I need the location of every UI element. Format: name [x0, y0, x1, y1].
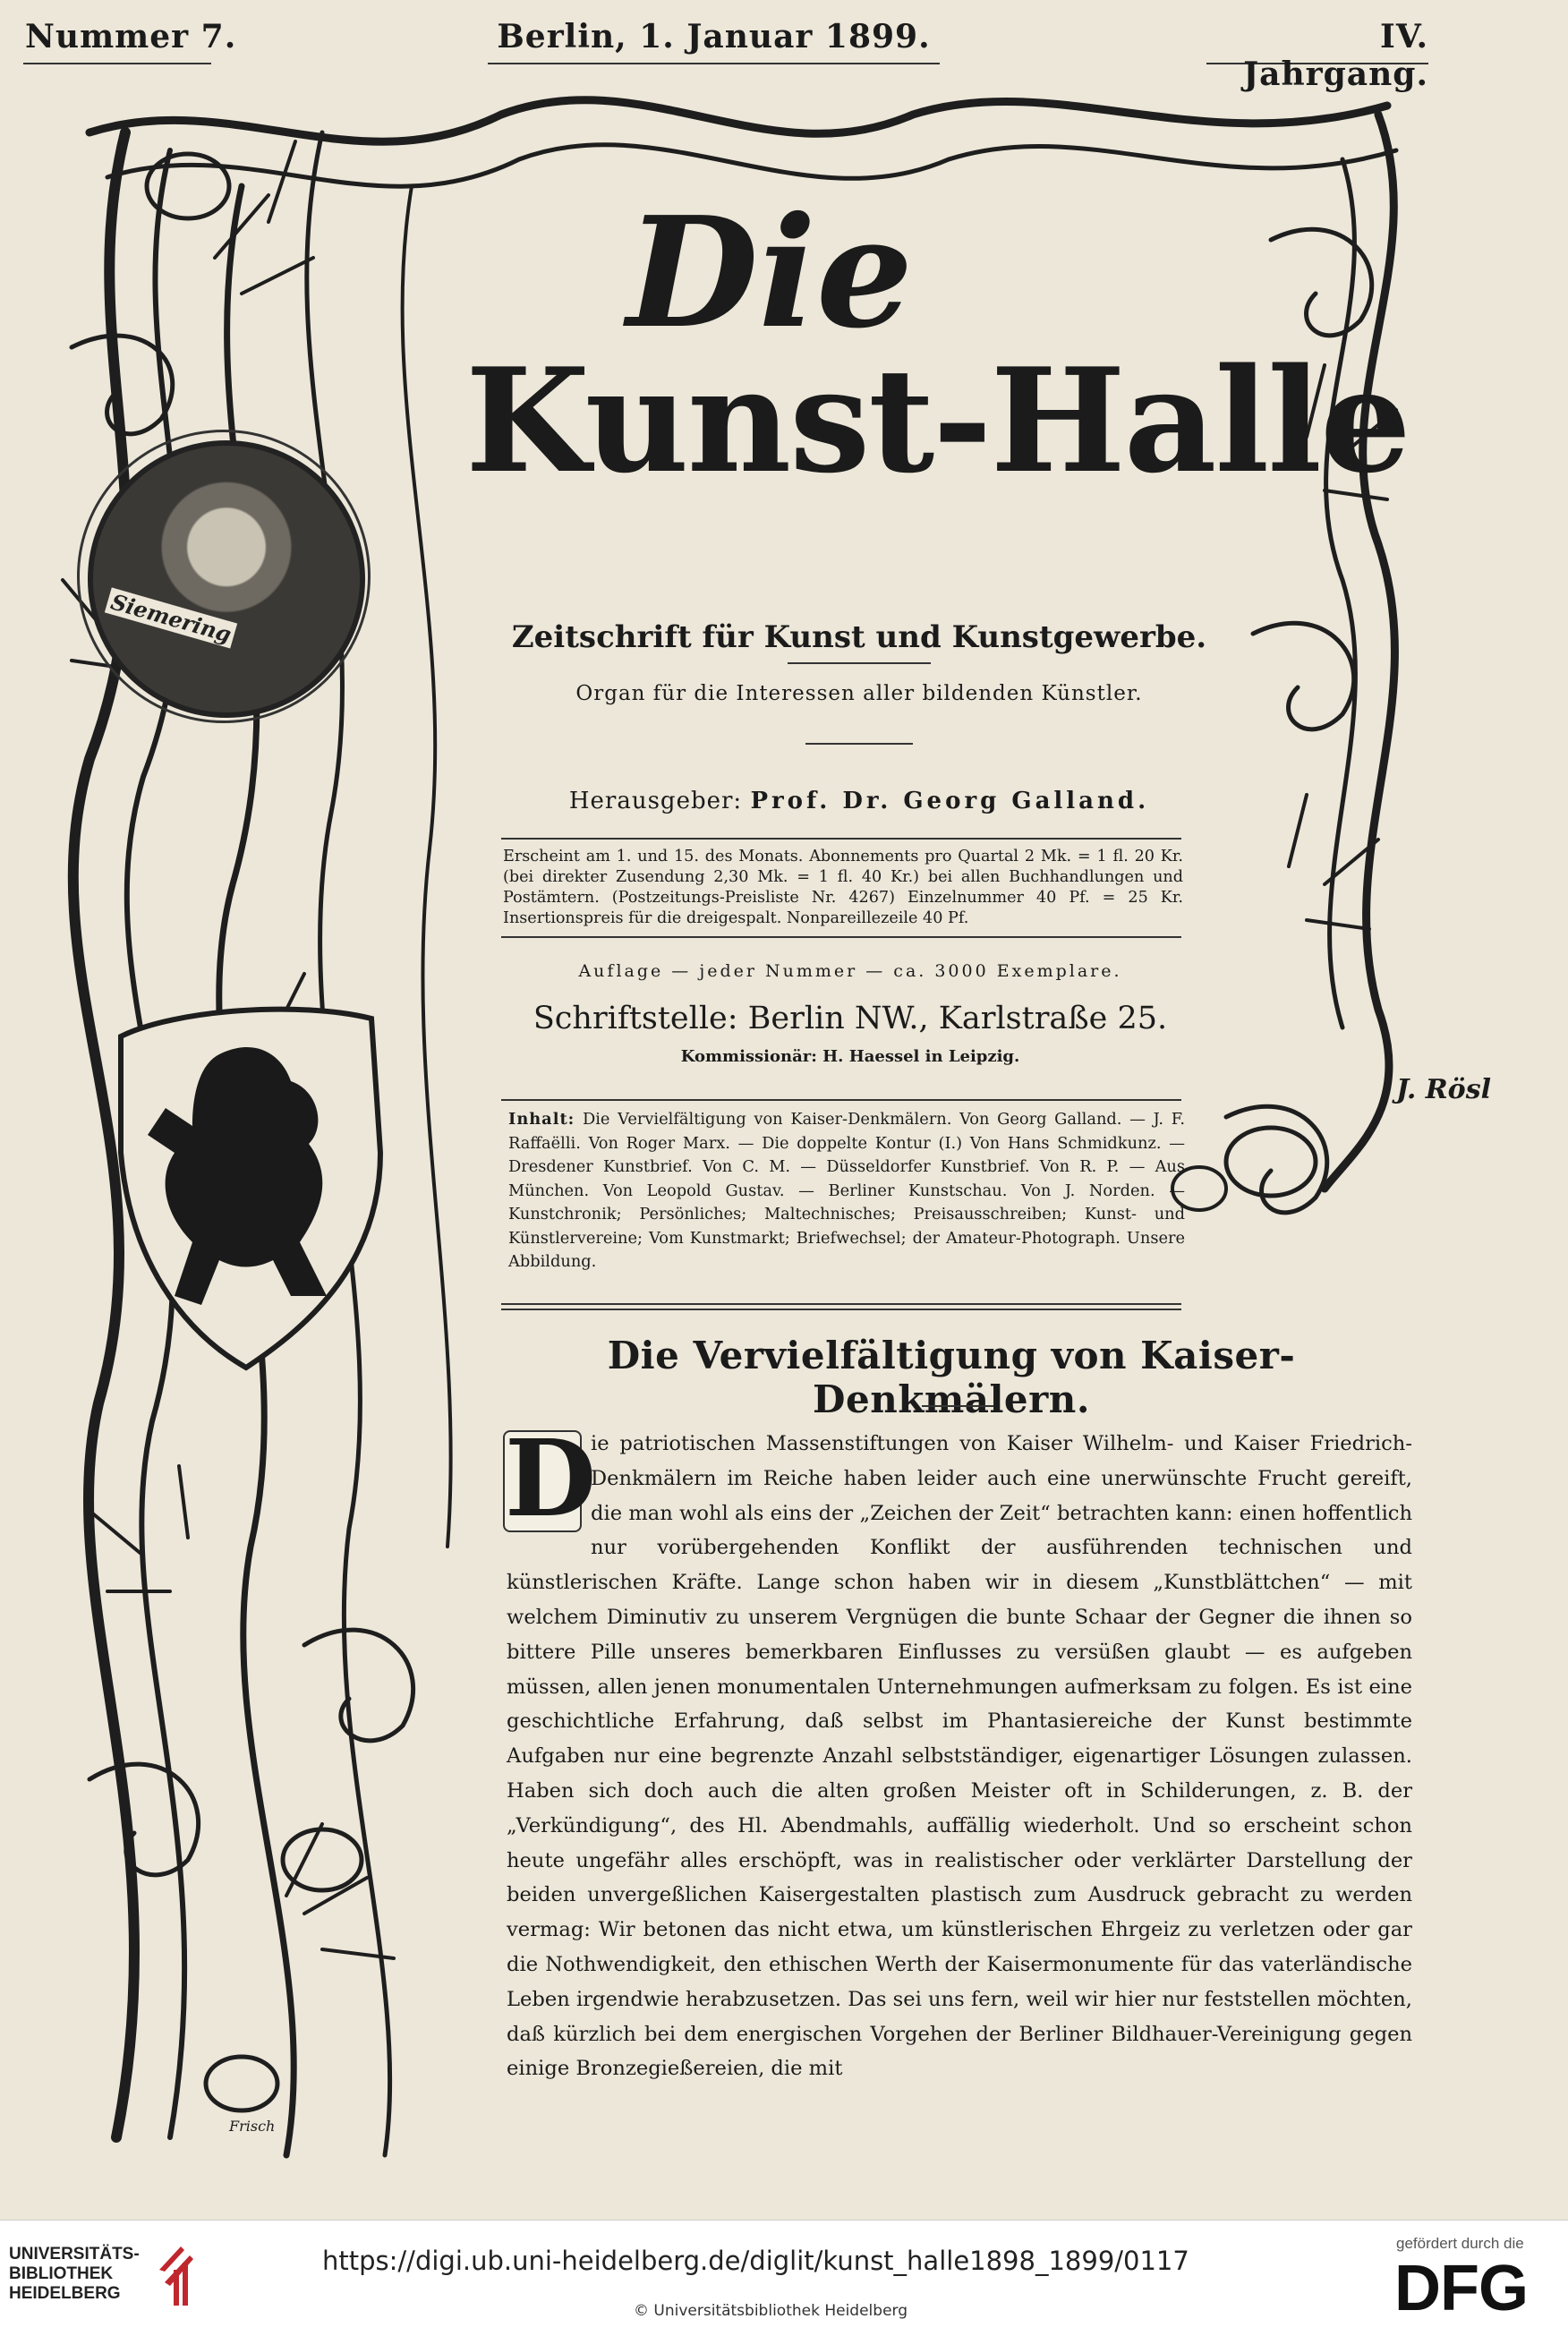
masthead-organ: Organ für die Interessen aller bildenden Künstler.	[575, 682, 1143, 705]
masthead-editor	[501, 788, 1217, 814]
editorial-office: Schriftstelle: Berlin NW., Karlstraße 25.	[533, 1001, 1168, 1036]
permalink-url[interactable]: https://digi.ub.uni-heidelberg.de/diglit/kunst_halle1898_1899/0117	[322, 2246, 1189, 2276]
contents-text: Die Vervielfältigung von Kaiser-Denkmälern. Von Georg Galland. — J. F. Raffaëlli. Von Roger Marx. — Die doppelte Kontur (I.) Von Hans Schmidkunz. — Dresdener Kunstbrief. Von C. M. — Düsseldorfer Kunstbrief. Von R. P. — Aus München. Von Leopold Gustav. — Berliner Kunstschau. Von J. Norden. — Kunstchronik; Persönliches; Maltechnisches; Preisausschreiben; Kunst- und Künstlervereine; Vom Kunstmarkt; Briefwechsel; der Amateur-Photograph. Unsere Abbildung.	[508, 1110, 1186, 1271]
editor-name: Prof. Dr. Georg Galland.	[750, 788, 1150, 814]
article-paragraph: ie patriotischen Massenstiftungen von Kaiser Wilhelm- und Kaiser Friedrich-Denkmälern im Reiche haben leider auch eine unerwünschte Frucht gereift, die man wohl als eins der „Zeichen der Zeit“ betrachten kann: einen hoffentlich nur vorübergehenden Konflikt der ausführenden technischen und künstlerischen Kräfte. Lange schon haben wir in diesem „Kunstblättchen“ — mit welchem Diminutiv zu unserem Vergnügen die bunte Schaar der Gegner die ihnen so bittere Pille unseres bemerkbaren Einflusses zu versüßen glaubt — es aufgeben müssen, allen jenen monumentalen Unternehmungen aufmerksam zu folgen. Es ist eine geschichtliche Erfahrung, daß selbst im Phantasiereiche der Kunst bestimmte Aufgaben nur eine begrenzte Anzahl selbstständiger, eigenartiger Lösungen zulassen. Haben sich doch auch die alten großen Meister oft in Schilderungen, z. B. der „Verkündigung“, des Hl. Abendmahls, auffällig wiederholt. Und so erscheint schon heute ungefähr alles erschöpft, was in realistischer oder verklärter Darstellung der beiden unvergeßlichen Kaisergestalten plastisch zum Ausdruck gebracht zu werden vermag: Wir betonen das nicht etwa, um künstlerischen Ehrgeiz zu verletzen oder gar die Nothwendigkeit, den ethischen Werth der Kaisermonumente für das vaterländische Leben irgendwie herabzusetzen. Das sei uns fern, weil wir hier nur feststellen möchten, daß kürzlich bei dem energischen Vorgehen der Berliner Bildhauer-Vereinigung gegen einige Bronzegießereien, die mit	[507, 1432, 1412, 2081]
library-logo-icon	[154, 2243, 200, 2309]
article-title: Die Vervielfältigung von Kaiser-Denkmälern.	[607, 1334, 1296, 1421]
funding-note: gefördert durch die	[1396, 2235, 1524, 2252]
subtitle-rule	[788, 662, 931, 664]
drop-cap-initial: D	[505, 1416, 597, 1540]
issue-number: Nummer 7.	[25, 18, 237, 55]
contents-top-rule	[501, 1099, 1181, 1101]
commission-agent: Kommissionär: H. Haessel in Leipzig.	[680, 1047, 1020, 1066]
artist-signature: J. Rösl	[1396, 1074, 1491, 1105]
subscription-info: Erscheint am 1. und 15. des Monats. Abonnements pro Quartal 2 Mk. = 1 fl. 20 Kr. (bei direkter Zusendung 2,30 Mk. = 1 fl. 40 Kr.) bei allen Buchhandlungen und Postämtern. (Postzeitungs-Preisliste Nr. 4267) Einzelnummer 40 Pf. = 25 Kr. Insertionspreis für die dreigespalt. Nonpareillezeile 40 Pf.	[503, 848, 1183, 927]
library-logo-text[interactable]	[9, 2245, 140, 2304]
table-of-contents	[508, 1108, 1185, 1275]
portrait-label: Siemering	[105, 587, 238, 648]
masthead-title-die: Die	[626, 183, 914, 362]
dfg-logo[interactable]: DFG	[1394, 2253, 1528, 2324]
contents-label: Inhalt:	[508, 1110, 575, 1129]
library-name-line3: HEIDELBERG	[9, 2284, 121, 2303]
portrait-photo	[88, 440, 365, 718]
ornament-signature: Frisch	[229, 2118, 276, 2135]
info-box-top-rule	[501, 838, 1181, 840]
article-body	[505, 1416, 1412, 2086]
article-title-rule	[922, 1405, 993, 1407]
editor-label: Herausgeber:	[568, 788, 743, 814]
contents-bottom-rule-2	[501, 1309, 1181, 1310]
library-name-line1: UNIVERSITÄTS-	[9, 2245, 140, 2264]
circulation-note: Auflage — jeder Nummer — ca. 3000 Exemplare.	[578, 961, 1122, 981]
volume-year: IV. Jahrgang.	[1206, 18, 1428, 64]
library-name-line2: BIBLIOTHEK	[9, 2264, 114, 2283]
copyright-notice: © Universitätsbibliothek Heidelberg	[634, 2302, 908, 2320]
masthead-title: Kunst-Halle	[465, 337, 1410, 505]
organ-rule	[805, 743, 913, 745]
issue-date: Berlin, 1. Januar 1899.	[488, 18, 940, 64]
contents-bottom-rule	[501, 1303, 1181, 1305]
info-box-bottom-rule	[501, 936, 1181, 938]
header-rule-left	[23, 63, 211, 64]
masthead-subtitle: Zeitschrift für Kunst und Kunstgewerbe.	[511, 619, 1207, 655]
